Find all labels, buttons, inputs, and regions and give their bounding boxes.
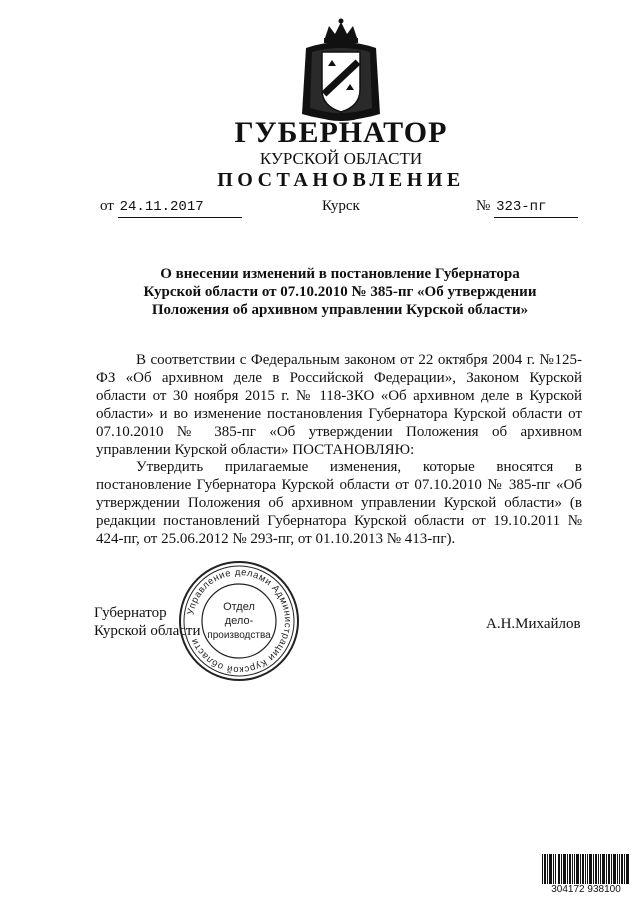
number-value: 323-пг bbox=[494, 197, 578, 218]
official-stamp bbox=[176, 558, 302, 684]
subject-line: О внесении изменений в постановление Губернатора bbox=[160, 266, 520, 282]
document-type: ПОСТАНОВЛЕНИЕ bbox=[217, 169, 465, 191]
position-line: Курской области bbox=[94, 623, 201, 639]
city-label: Курск bbox=[322, 198, 360, 214]
subject-line: Положения об архивном управлении Курской области» bbox=[151, 302, 529, 318]
body-paragraph: Утвердить прилагаемые изменения, которые вносятся в постановление Губернатора Курской области от 07.10.2010 № 385-пг «Об утверждении Положения об архивном управлении Курской области» (в редакции постановлений Губернатора Курской области от 19.10.2011 № 424-пг, от 25.06.2012 № 293-пг, от 01.10.2013 № 413-пг). bbox=[96, 459, 582, 548]
document-subject bbox=[130, 265, 550, 319]
date-field bbox=[100, 196, 242, 218]
header-title: ГУБЕРНАТОР bbox=[234, 116, 448, 149]
number-field bbox=[476, 196, 578, 218]
number-prefix: № bbox=[476, 198, 491, 214]
stamp-center-line: Отдел bbox=[223, 601, 255, 613]
date-value: 24.11.2017 bbox=[118, 197, 242, 218]
barcode-number: 304172 938100 bbox=[540, 884, 632, 896]
signatory-name: А.Н.Михайлов bbox=[486, 616, 581, 632]
body-paragraph: В соответствии с Федеральным законом от 22 октября 2004 г. №125-ФЗ «Об архивном деле в Российской Федерации», Законом Курской области от 30 ноября 2015 г. № 118-ЗКО «Об архивном деле в Курской области» и во изменение постановления Губернатора Курской области от 07.10.2010 № 385-пг «Об утверждении Положения об архивном управлении Курской области» ПОСТАНОВЛЯЮ: bbox=[96, 352, 582, 458]
document-body bbox=[96, 352, 582, 549]
position-line: Губернатор bbox=[94, 605, 167, 621]
header-region: КУРСКОЙ ОБЛАСТИ bbox=[259, 149, 423, 168]
date-prefix: от bbox=[100, 198, 114, 214]
stamp-ring-text: Управление делами Администрации Курской области bbox=[185, 566, 294, 676]
stamp-center-line: дело- bbox=[224, 615, 254, 627]
stamp-center-line: производства bbox=[207, 630, 271, 641]
coat-of-arms-emblem bbox=[296, 18, 386, 126]
subject-line: Курской области от 07.10.2010 № 385-пг «Об утверждении bbox=[143, 284, 537, 300]
